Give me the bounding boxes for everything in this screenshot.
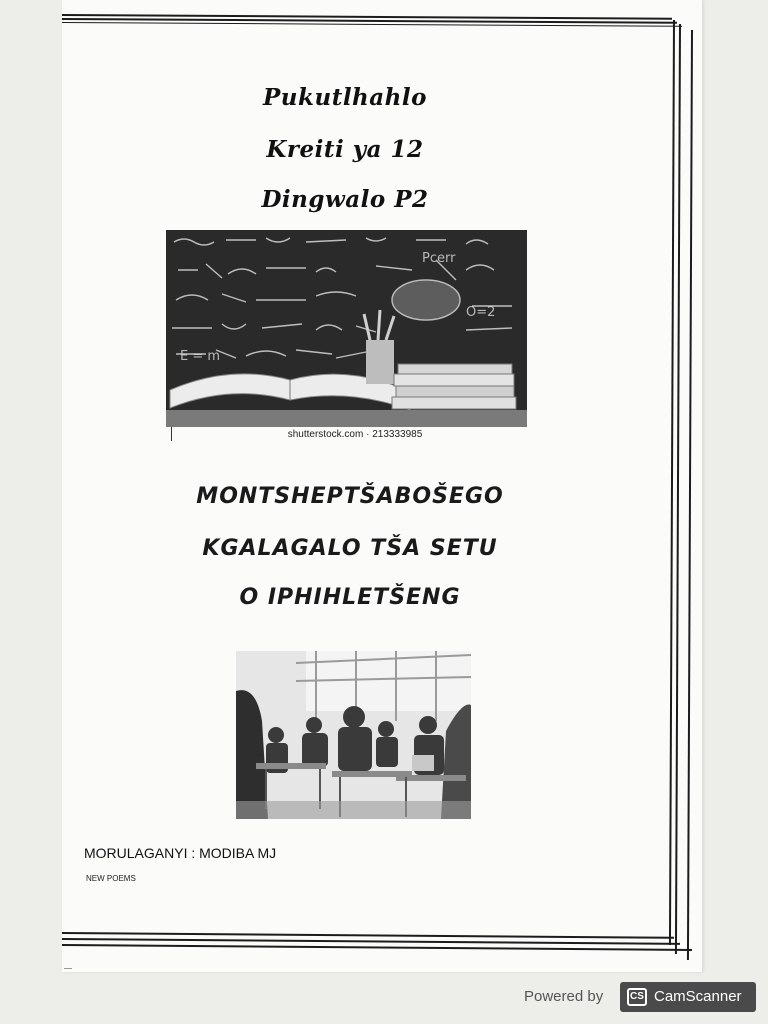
powered-by-label: Powered by <box>524 988 604 1005</box>
scan-mark <box>64 968 72 969</box>
headline-line-1: MONTSHEPTŠABOŠEGO <box>196 484 504 509</box>
chalkboard-books-image <box>166 230 527 427</box>
image-credit: shutterstock.com · 213333985 <box>287 429 423 440</box>
svg-text:E = m: E = m <box>180 349 221 364</box>
students-classroom-image <box>236 651 471 819</box>
cover-title-line-2: Kreiti ya 12 <box>266 136 424 163</box>
headline-line-2: KGALAGALO TŠA SETU <box>202 536 498 561</box>
svg-text:O=2: O=2 <box>466 305 496 320</box>
cover-title-line-1: Pukutlhahlo <box>263 84 427 111</box>
svg-text:Pcerr: Pcerr <box>422 251 456 266</box>
image-frame-edge <box>171 427 172 441</box>
cover-title-line-3: Dingwalo P2 <box>261 186 429 213</box>
note-text: NEW POEMS <box>86 874 136 883</box>
headline-line-3: O IPHIHLETŠENG <box>239 585 461 610</box>
camscanner-brand: CamScanner <box>654 988 742 1005</box>
author-line: MORULAGANYI : MODIBA MJ <box>84 845 277 861</box>
camscanner-logo-icon: CS <box>627 988 647 1006</box>
